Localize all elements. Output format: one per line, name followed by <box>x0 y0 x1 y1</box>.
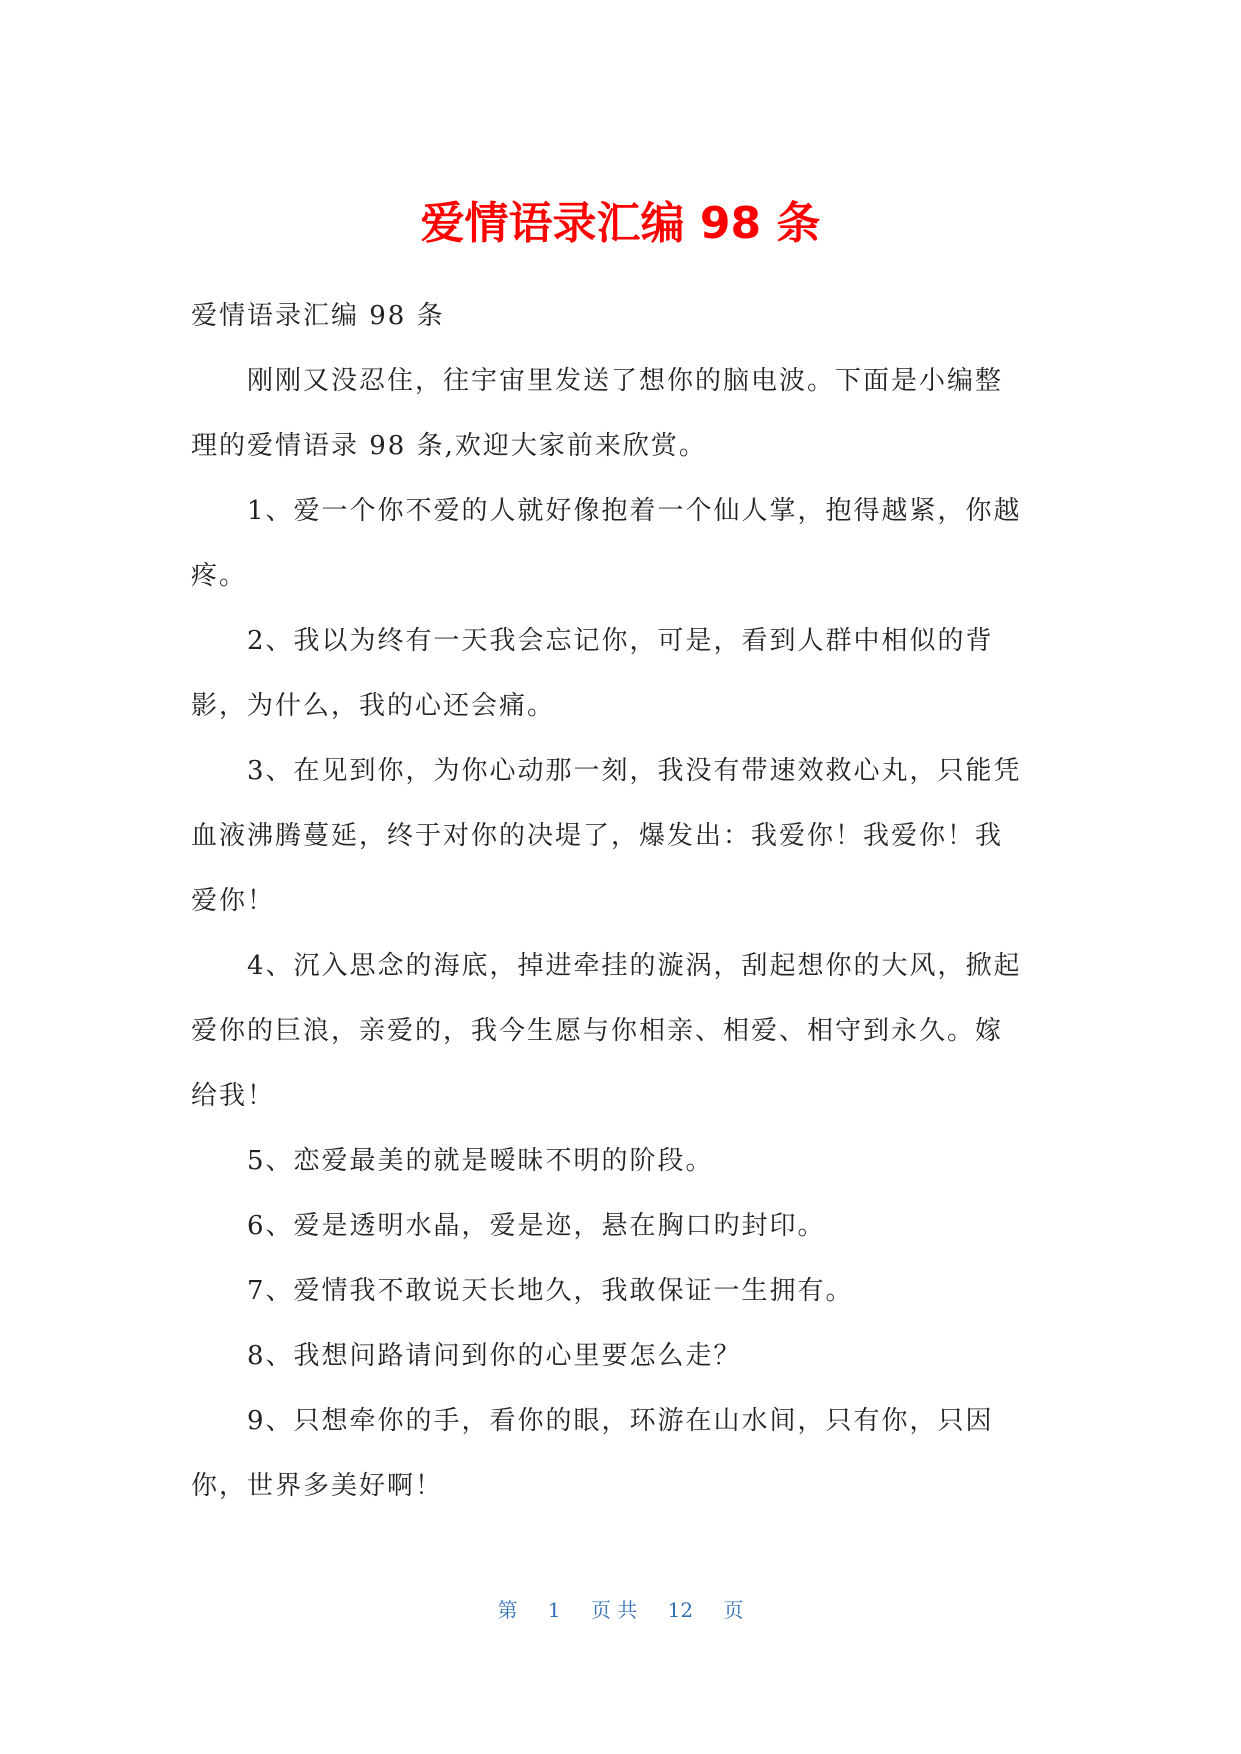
page-title: 爱情语录汇编 98 条 <box>420 198 821 249</box>
document-body <box>191 284 1059 1519</box>
text-line: 爱你的巨浪，亲爱的，我今生愿与你相亲、相爱、相守到永久。嫁 <box>191 1016 1004 1046</box>
page-footer <box>0 1594 1241 1623</box>
text-line: 理的爱情语录 98 条,欢迎大家前来欣赏。 <box>191 431 707 461</box>
text-line: 给我！ <box>191 1081 276 1111</box>
text-line: 1、爱一个你不爱的人就好像抱着一个仙人掌，抱得越紧，你越 <box>247 496 1022 526</box>
text-line: 5、恋爱最美的就是暧昧不明的阶段。 <box>247 1146 714 1176</box>
text-line: 7、爱情我不敢说天长地久，我敢保证一生拥有。 <box>247 1276 854 1306</box>
text-line: 2、我以为终有一天我会忘记你，可是，看到人群中相似的背 <box>247 626 994 656</box>
footer-page-suffix: 页 <box>723 1598 744 1622</box>
text-line: 8、我想问路请问到你的心里要怎么走？ <box>247 1341 742 1371</box>
text-line: 3、在见到你，为你心动那一刻，我没有带速效救心丸，只能凭 <box>247 756 1022 786</box>
footer-page-number: 1 <box>547 1598 561 1622</box>
text-line: 疼。 <box>191 561 248 591</box>
text-line: 9、只想牵你的手，看你的眼，环游在山水间，只有你，只因 <box>247 1406 994 1436</box>
text-line: 爱你！ <box>191 886 276 916</box>
text-line: 刚刚又没忍住，往宇宙里发送了想你的脑电波。下面是小编整 <box>247 366 1004 396</box>
text-line: 血液沸腾蔓延，终于对你的决堤了，爆发出：我爱你！我爱你！我 <box>191 821 1004 851</box>
footer-page-mid: 页 共 <box>590 1598 638 1622</box>
document-subtitle: 爱情语录汇编 98 条 <box>191 301 445 331</box>
text-line: 6、爱是透明水晶，爱是迩，悬在胸口旳封印。 <box>247 1211 826 1241</box>
text-line: 4、沉入思念的海底，掉进牵挂的漩涡，刮起想你的大风，掀起 <box>247 951 1022 981</box>
footer-page-total: 12 <box>667 1598 694 1622</box>
text-line: 你，世界多美好啊！ <box>191 1471 444 1501</box>
paragraph-list <box>191 349 1059 1519</box>
footer-page-prefix: 第 <box>497 1598 518 1622</box>
text-line: 影，为什么，我的心还会痛。 <box>191 691 556 721</box>
